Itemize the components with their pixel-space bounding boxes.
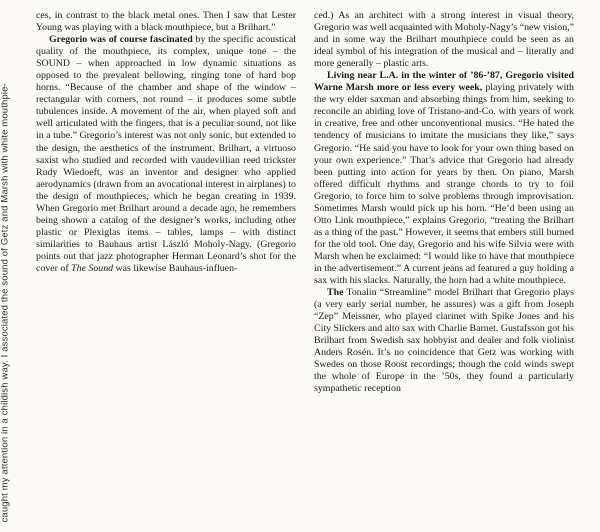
paragraph: [36, 10, 296, 34]
paragraph: [314, 287, 574, 395]
text-run: playing privately with the wry elder saxman and absorbing things from him, seeking to reconcile an abiding love of Tristano-and-Co. with years of work in creative, free and other unconventional musics. “He hated the tendency of musicians to imitate the musicians they like,” says Gregorio. “He said you have to look for your own thing based on your own experience.” That’s advice that Gregorio had already been putting into action for years by then. On piano, Marsh offered difficult rhythms and strange chords to try to foil Gregorio, to force him to solve problems through improvisation. Sometimes Marsh would pick up his horn. “He’d been using an Otto Link mouthpiece,” explains Gregorio, “treating the Brilhart as a thing of the past.” However, it seems that embers still burned for the old tool. One day, Gregorio and his wife Silvia were with Marsh when he exclaimed: “I would like to have that mouthpiece in the advertisement.” A current jeans ad featured a guy holding a sax with his slacks. Naturally, the horn had a white mouthpiece.: [314, 82, 574, 287]
text-run: Tonalin “Streamline” model Brilhart that Gregorio plays (a very early serial number, he assures) was a gift from Joseph “Zep” Meissner, who played clarinet with Spike Jones and his City Slickers and alto sax with Charlie Barnet. Gustafsson got his Brilhart from Swedish sax hobbyist and dealer and folk violinist Anders Rosén. It’s no coincidence that Getz was working with Swedes on those Roost recordings; though the cold winds swept the whole of Europe in the ’50s, they found a particularly sympathetic reception: [314, 287, 574, 395]
text-run: ces, in contrast to the black metal ones. Then I saw that Lester Young was playing with a black mouthpiece, but a Brilhart.”: [36, 10, 296, 34]
margin-note: [0, 10, 36, 522]
text-run: was likewise Bauhaus-influen-: [113, 262, 238, 274]
paragraph: [314, 10, 574, 70]
right-column: [314, 10, 574, 396]
text-run: ced.) As an architect with a strong interest in visual theory, Gregorio was well acquainted with Moholy-Nagy’s “new vision,” and in some way the Brilhart mouthpiece could be seen as an ideal symbol of his integration of the musical and – literally and more generally – plastic arts.: [314, 10, 574, 70]
text-run-bold: The: [327, 287, 344, 299]
paragraph: [36, 34, 296, 275]
text-run-bold: Living near L.A. in the winter of ’86-’87, Gregorio visited Warne Marsh more or less every week,: [314, 70, 574, 94]
left-column: [36, 10, 296, 275]
text-run: by the specific acoustical quality of the mouthpiece, its complex, unique tone – the SOUND – when approached in low dynamic situations as opposed to the prevalent bellowing, ringing tone of hard bop horns. “Because of the chamber and shape of the window – rectangular with corners, not round – it produces some subtle tubulences inside. A movement of the air, when played soft and well articulated with the fingers, that is a peculiar sound, not like in a tube.” Gregorio’s interest was not only sonic, but extended to the design, the aesthetics of the instrument. Brilhart, a virtuoso saxist who studied and recorded with vaudevillian reed trickster Rudy Wiedoeft, was an inventor and designer who applied aerodynamics (drawn from an avocational interest in airplanes) to the design of mouthpieces, which he began creating in 1939. When Gregorio met Brilhart around a decade ago, he remembers being shown a catalog of the designer’s works, including other plastic or Plexiglas items – tables, lamps – with distinct similarities to Bauhaus artist László Moholy-Nagy. (Gregorio points out that jazz photographer Herman Leonard’s shot for the cover of: [36, 34, 296, 274]
paragraph: [314, 70, 574, 287]
text-columns: [36, 10, 586, 522]
text-run-italic: The Sound: [71, 262, 114, 274]
margin-note-text: caught my attention in a childish way. I associated the sound of Getz and Marsh with white mouthpie-: [0, 82, 11, 522]
text-run-bold: Gregorio was of course fascinated: [49, 34, 193, 46]
